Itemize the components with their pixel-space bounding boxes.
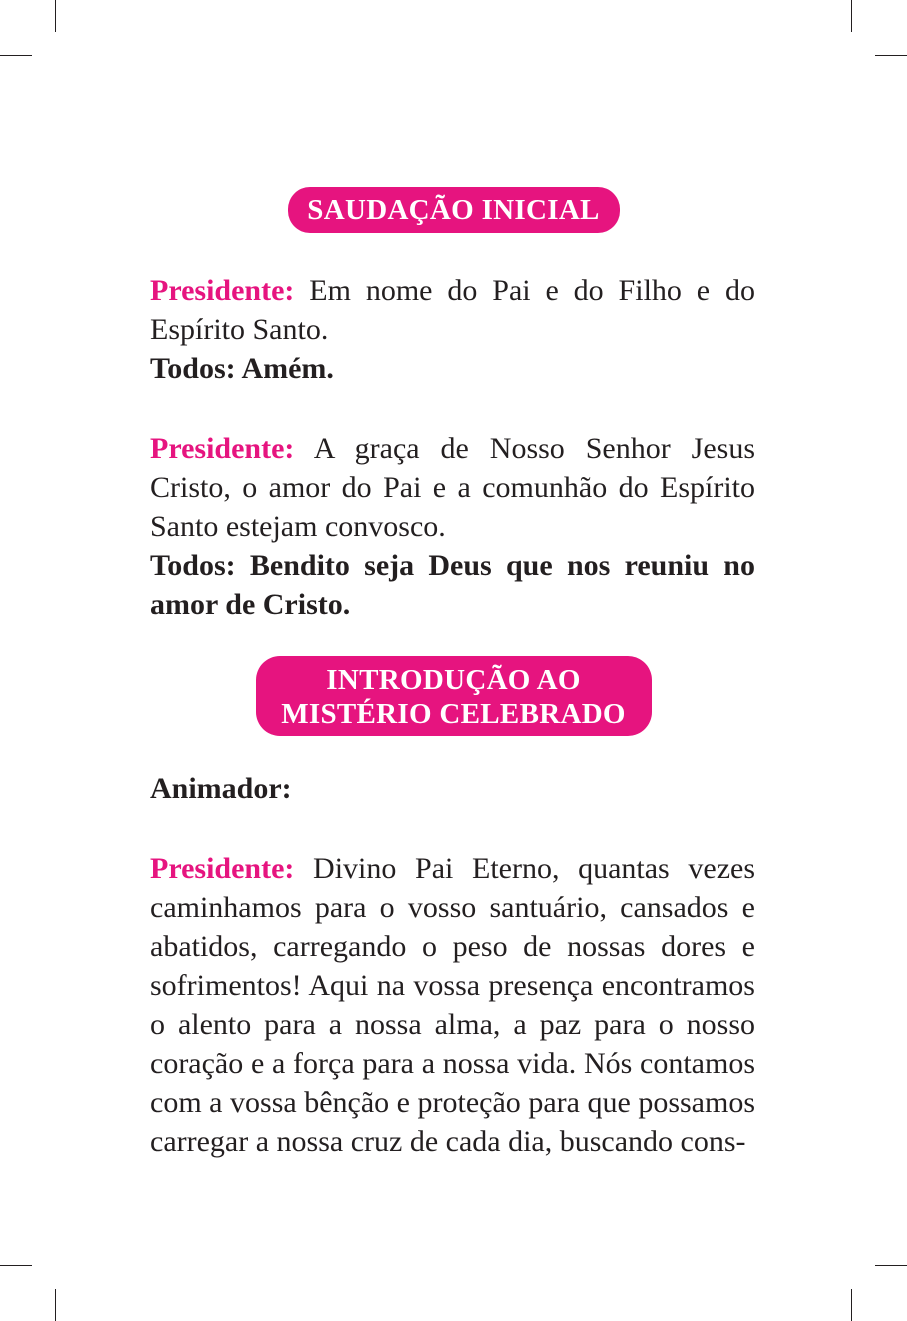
section-title-introducao xyxy=(256,656,652,736)
presidente-text-1: Em nome do Pai e do Filho e do Espírito Santo. xyxy=(150,274,755,346)
presidente-text-2: A graça de Nosso Senhor Jesus Cristo, o amor do Pai e a comunhão do Espírito Santo estejam convosco. xyxy=(150,432,755,543)
crop-mark-bottom-right-h xyxy=(875,1265,907,1266)
speaker-presidente: Presidente: xyxy=(150,432,295,465)
crop-mark-bottom-left-v xyxy=(55,1289,56,1321)
speaker-presidente: Presidente: xyxy=(150,852,295,885)
crop-mark-bottom-left-h xyxy=(0,1265,32,1266)
crop-mark-bottom-right-v xyxy=(851,1289,852,1321)
section-title-saudacao: SAUDAÇÃO INICIAL xyxy=(288,187,620,233)
paragraph-presidente-3 xyxy=(150,849,755,1161)
section-title-introducao-line1: INTRODUÇÃO AO xyxy=(326,664,581,696)
crop-mark-top-right-h xyxy=(875,55,907,56)
speaker-animador: Animador: xyxy=(150,772,292,805)
crop-mark-top-left-v xyxy=(55,0,56,32)
speaker-presidente: Presidente: xyxy=(150,274,295,307)
crop-mark-top-left-h xyxy=(0,55,32,56)
todos-response-2: Todos: Bendito seja Deus que nos reuniu no amor de Cristo. xyxy=(150,549,755,621)
todos-response-1: Todos: Amém. xyxy=(150,352,334,385)
crop-mark-top-right-v xyxy=(851,0,852,32)
section-title-introducao-line2: MISTÉRIO CELEBRADO xyxy=(281,698,626,730)
paragraph-presidente-1 xyxy=(150,271,755,388)
paragraph-presidente-2 xyxy=(150,429,755,624)
presidente-text-3: Divino Pai Eterno, quantas vezes caminhamos para o vosso santuário, cansados e abatidos, carregando o peso de nossas dores e sofrimentos! Aqui na vossa presença encontramos o alento para a nossa alma, a paz para o nosso coração e a força para a nossa vida. Nós contamos com a vossa bênção e proteção para que possamos carregar a nossa cruz de cada dia, buscando cons- xyxy=(150,852,755,1158)
